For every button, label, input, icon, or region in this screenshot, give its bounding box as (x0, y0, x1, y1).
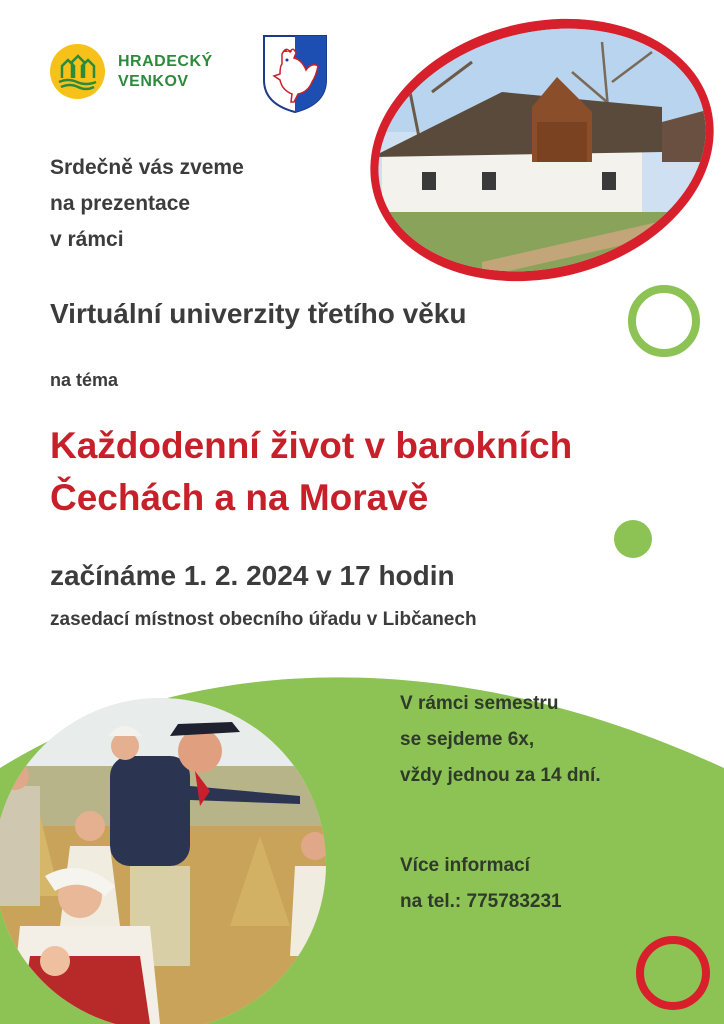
semester-info (400, 686, 601, 794)
logo-text (118, 52, 213, 92)
lecture-title (50, 420, 572, 524)
hradecky-venkov-logo (50, 44, 230, 100)
info-line1: Více informací (400, 855, 530, 876)
rooster-crest-icon (262, 34, 328, 114)
start-date: začínáme 1. 2. 2024 v 17 hodin (50, 560, 455, 591)
invite-line1: Srdečně vás zveme (50, 156, 244, 179)
semester-line1: V rámci semestru (400, 693, 559, 714)
logo-emblem-icon (50, 44, 105, 99)
title-line2: Čechách a na Moravě (50, 477, 429, 518)
logo-name-line2: VENKOV (118, 73, 189, 90)
info-phone: na tel.: 775783231 (400, 891, 562, 912)
logo-name-line1: HRADECKÝ (118, 53, 213, 70)
invite-line3: v rámci (50, 228, 124, 251)
green-ring-decoration (626, 283, 702, 359)
venue: zasedací místnost obecního úřadu v Libčanech (50, 609, 477, 630)
green-dot-decoration (614, 520, 652, 558)
title-line1: Každodenní život v barokních (50, 425, 573, 466)
contact-info (400, 848, 562, 920)
invite-line2: na prezentace (50, 192, 191, 215)
semester-line2: se sejdeme 6x, (400, 729, 535, 750)
harvest-painting (0, 696, 330, 1024)
program-name: Virtuální univerzity třetího věku (50, 298, 467, 329)
invitation-text (50, 150, 244, 258)
theme-label: na téma (50, 370, 119, 390)
semester-line3: vždy jednou za 14 dní. (400, 765, 601, 786)
red-ring-decoration (634, 934, 712, 1012)
folk-house-photo (362, 12, 718, 284)
